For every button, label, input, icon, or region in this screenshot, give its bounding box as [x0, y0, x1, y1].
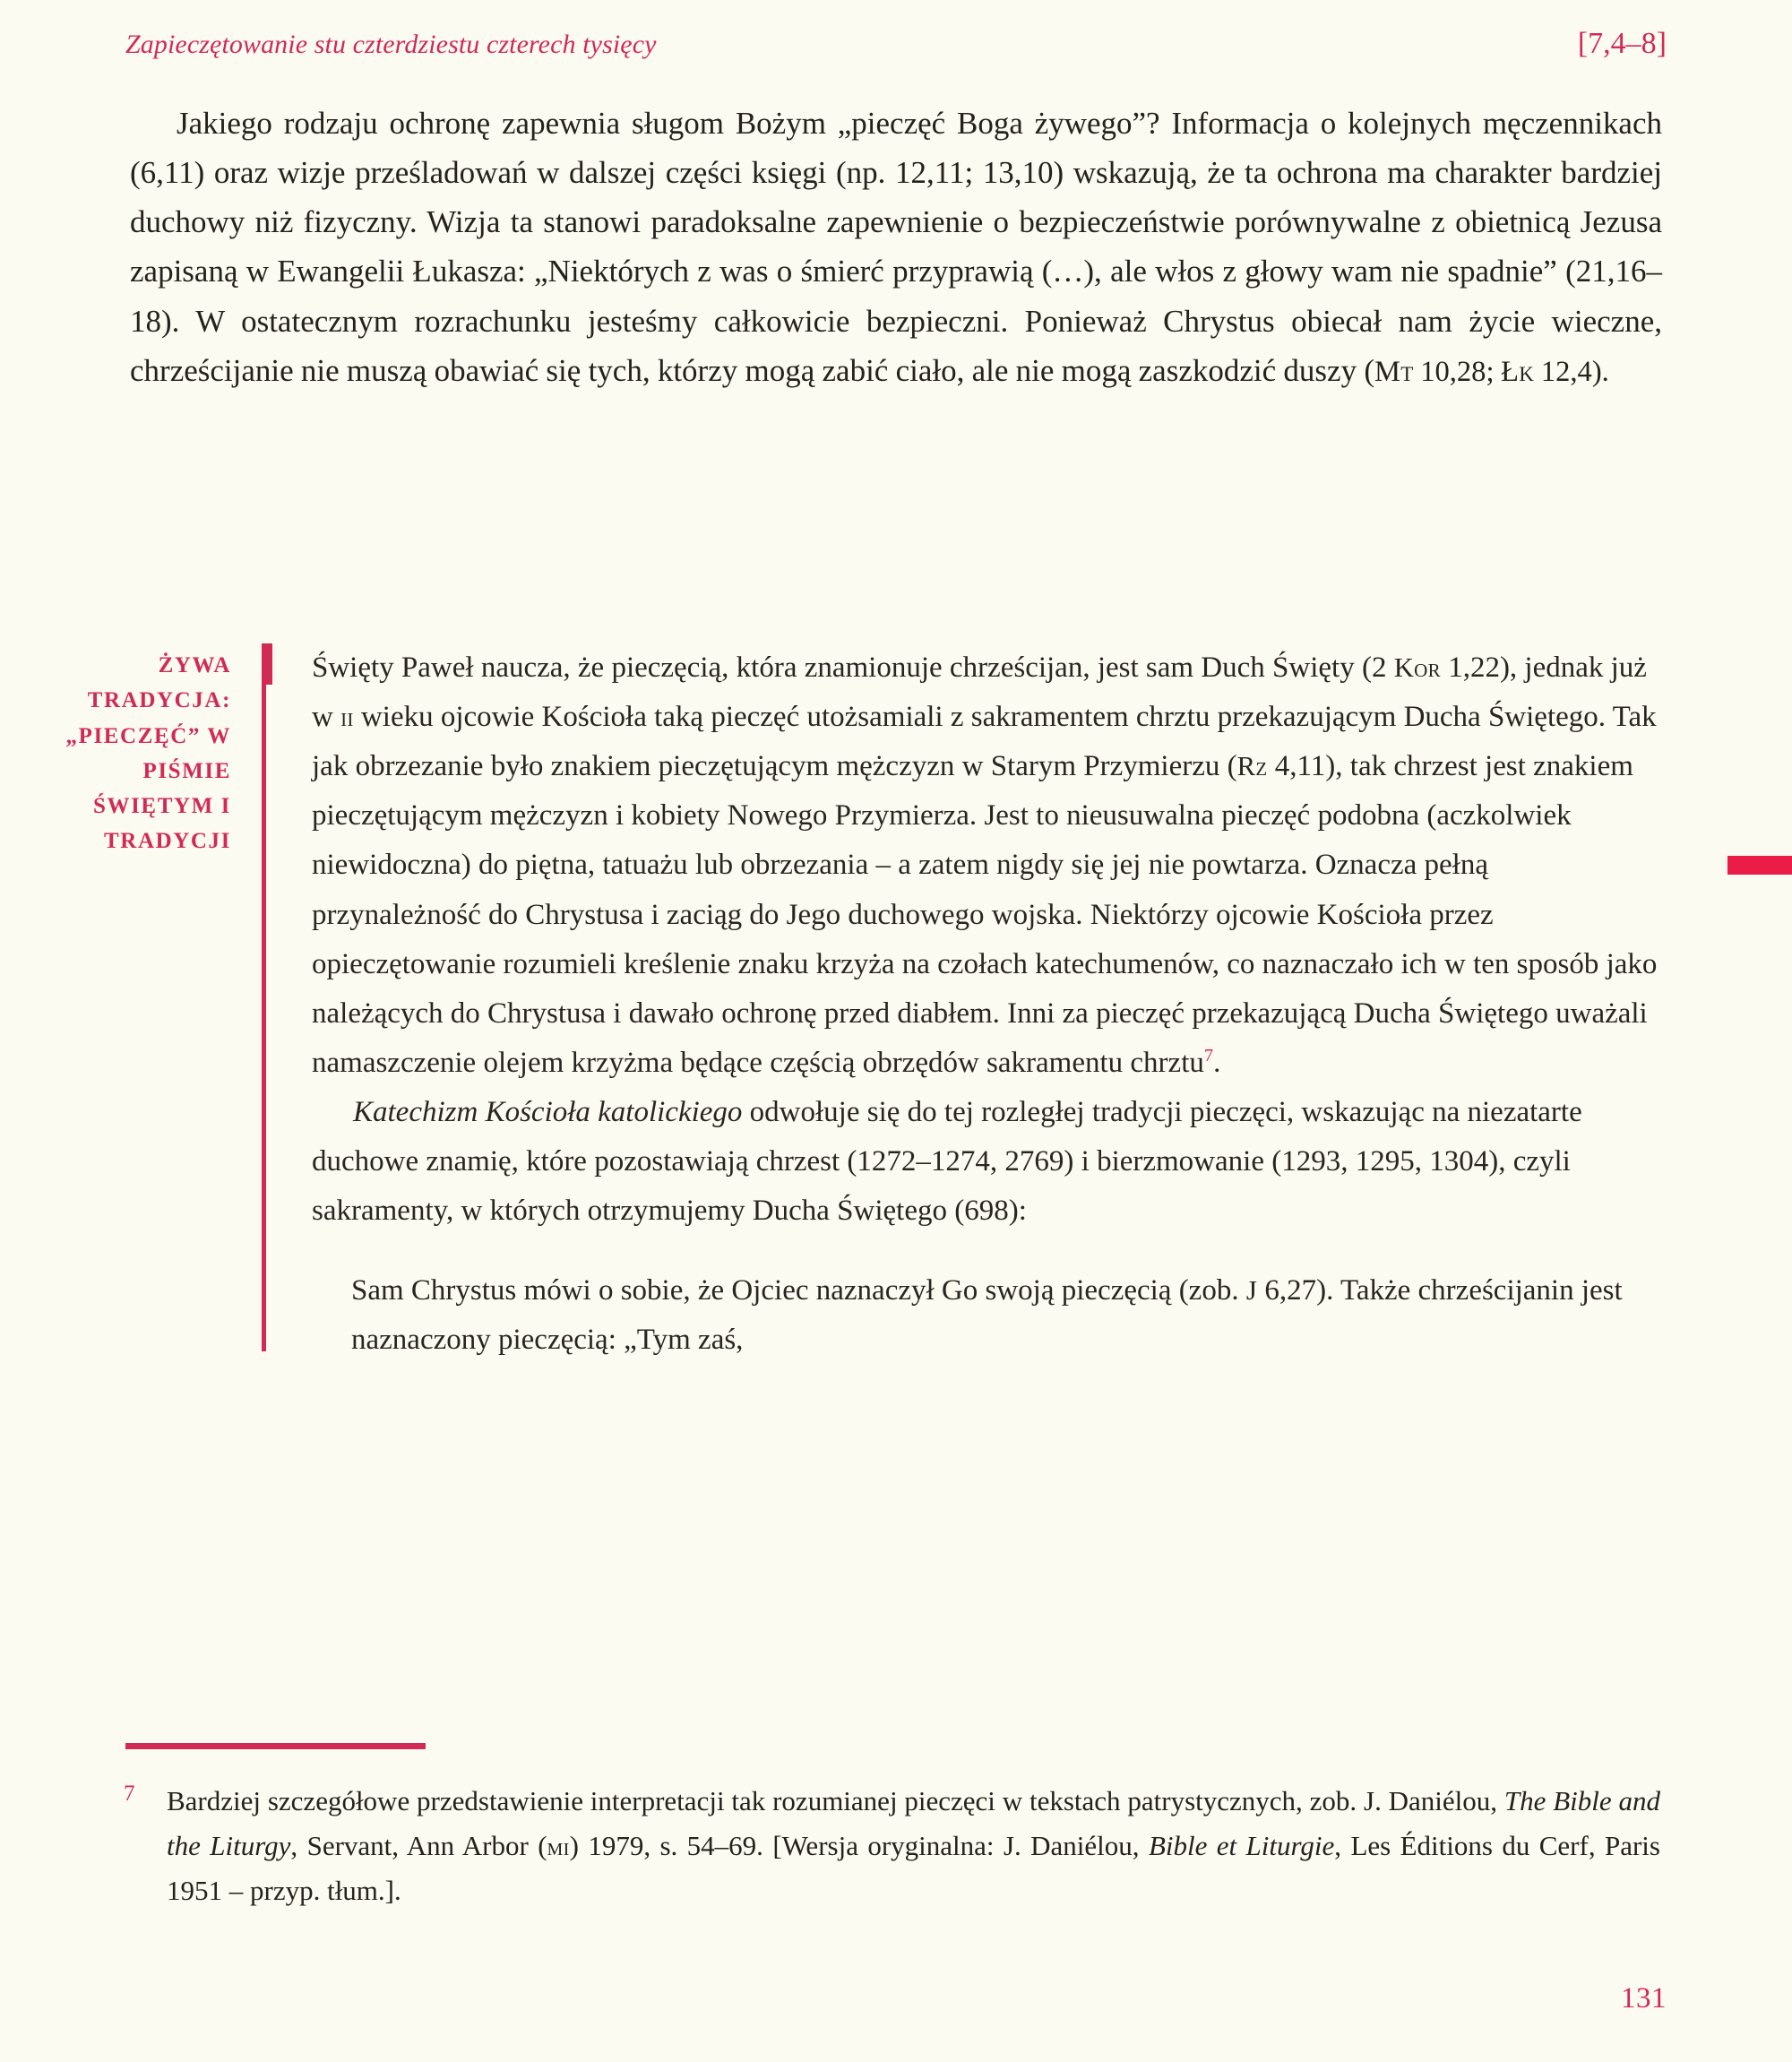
sidebar-p1-a: Święty Paweł naucza, że pieczęcią, która znamionuje chrześcijan, jest sam Duch Święty (2 [312, 651, 1394, 684]
scripture-ref-lk-num: 12,4). [1534, 355, 1609, 388]
footnote-b: , Servant, Ann Arbor ( [290, 1830, 547, 1862]
scripture-ref-kor: Kor [1393, 652, 1441, 683]
footnote-number: 7 [124, 1782, 135, 1806]
running-head [125, 27, 1667, 70]
footnote-book-title-2: Bible et Liturgie [1148, 1830, 1335, 1862]
sidebar-p1-b: 1,22), jednak już w [312, 651, 1647, 734]
sidebar-p1-c: wieku ojcowie Kościoła taką pieczęć utożsamiali z sakramentem chrztu przekazującym Ducha Świętego. Tak jak obrzezanie było znakiem pieczętującym mężczyzn w Starym Przymierzu ( [312, 701, 1657, 783]
footnote-separator-rule [125, 1743, 426, 1749]
catechism-title: Katechizm Kościoła katolickiego [353, 1095, 743, 1128]
scripture-ref-mt-num: 10,28; [1413, 355, 1502, 388]
sidebar-paragraph-1 [312, 643, 1658, 1088]
main-text-column [130, 99, 1662, 395]
quote-b: 6,27). Także chrześcijanin jest naznaczony pieczęcią: „Tym zaś, [351, 1274, 1623, 1357]
footnote-block [124, 1779, 1660, 1914]
footnote-paragraph [167, 1779, 1660, 1914]
sidebar-paragraph-2 [312, 1088, 1658, 1236]
sidebar-p2-rest: odwołuje się do tej rozległej tradycji pieczęci, wskazując na niezatarte duchowe znamię, które pozostawiają chrzest (1272–1274, 2769) i bierzmowanie (1293, 1295, 1304), czyli sakramenty, w których otrzymujemy Ducha Świętego (698): [312, 1095, 1582, 1228]
edge-tab-marker [1727, 856, 1792, 875]
sidebar-vertical-rule [262, 643, 266, 1351]
lead-paragraph [130, 99, 1662, 395]
sidebar-label: ŻYWA TRADYCJA: „PIECZĘĆ” W PIŚMIE ŚWIĘTYM I TRADYCJI [65, 653, 231, 854]
scripture-ref-lk: Łk [1501, 355, 1535, 388]
footnote-reference-marker[interactable]: 7 [1203, 1045, 1214, 1066]
page-number: 131 [1621, 1982, 1667, 2015]
sidebar-p1-e: . [1213, 1046, 1221, 1079]
footnote-c: ) 1979, s. 54–69. [Wersja oryginalna: J. Daniélou, [569, 1830, 1149, 1862]
scripture-ref-j: J [1245, 1275, 1258, 1307]
sidebar-blockquote [312, 1266, 1658, 1365]
footnote-d: , Les Éditions du Cerf, Paris 1951 – przyp. tłum.]. [167, 1830, 1660, 1907]
sidebar-body [271, 643, 1658, 1366]
sidebar-p1-d: 4,11), tak chrzest jest znakiem pieczętującym mężczyzn i kobiety Nowego Przymierza. Jest to nieusuwalna pieczęć podobna (aczkolwiek niewidoczna) do piętna, tatuażu lub obrzezania – a zatem nigdy się jej nie powtarza. Oznacza pełną przynależność do Chrystusa i zaciąg do Jego duchowego wojska. Niektórzy ojcowie Kościoła przez opieczętowanie rozumieli kreślenie znaku krzyża na czołach katechumenów, co naznaczało ich w ten sposób jako należących do Chrystusa i dawało ochronę przed diabłem. Inni za pieczęć przekazującą Ducha Świętego uważali namaszczenie olejem krzyżma będące częścią obrzędów sakramentu chrztu [312, 750, 1658, 1079]
lead-paragraph-text: Jakiego rodzaju ochronę zapewnia sługom Bożym „pieczęć Boga żywego”? Informacja o kolejnych męczennikach (6,11) oraz wizje prześladowań w dalszej części księgi (np. 12,11; 13,10) wskazują, że ta ochrona ma charakter bardziej duchowy niż fizyczny. Wizja ta stanowi paradoksalne zapewnienie o bezpieczeństwie porównywalne z obietnicą Jezusa zapisaną w Ewangelii Łukasza: „Niektórych z was o śmierć przyprawią (…), ale włos z głowy wam nie spadnie” (21,16–18). W ostatecznym rozrachunku jesteśmy całkowicie bezpieczni. Ponieważ Chrystus obiecał nam życie wieczne, chrześcijanie nie muszą obawiać się tych, którzy mogą zabić ciało, ale nie mogą zaszkodzić duszy ( [130, 106, 1662, 388]
tradition-sidebar [54, 643, 1658, 1366]
state-abbrev-mi: mi [547, 1833, 570, 1862]
verse-reference: [7,4–8] [1577, 27, 1667, 60]
roman-numeral-ii: ii [340, 702, 354, 733]
sidebar-rule-cap [262, 643, 272, 685]
scripture-ref-rz: Rz [1236, 751, 1268, 782]
scripture-ref-mt: Mt [1374, 355, 1414, 388]
footnote-book-title-1: The Bible and the Liturgy [167, 1785, 1660, 1862]
quote-a: Sam Chrystus mówi o sobie, że Ojciec naznaczył Go swoją pieczęcią (zob. [351, 1274, 1246, 1307]
running-title: Zapieczętowanie stu czterdziestu czterech tysięcy [125, 30, 657, 59]
footnote-a: Bardziej szczegółowe przedstawienie interpretacji tak rozumianej pieczęci w tekstach patrystycznych, zob. J. Daniélou, [167, 1785, 1504, 1816]
footnote-text [167, 1779, 1660, 1914]
